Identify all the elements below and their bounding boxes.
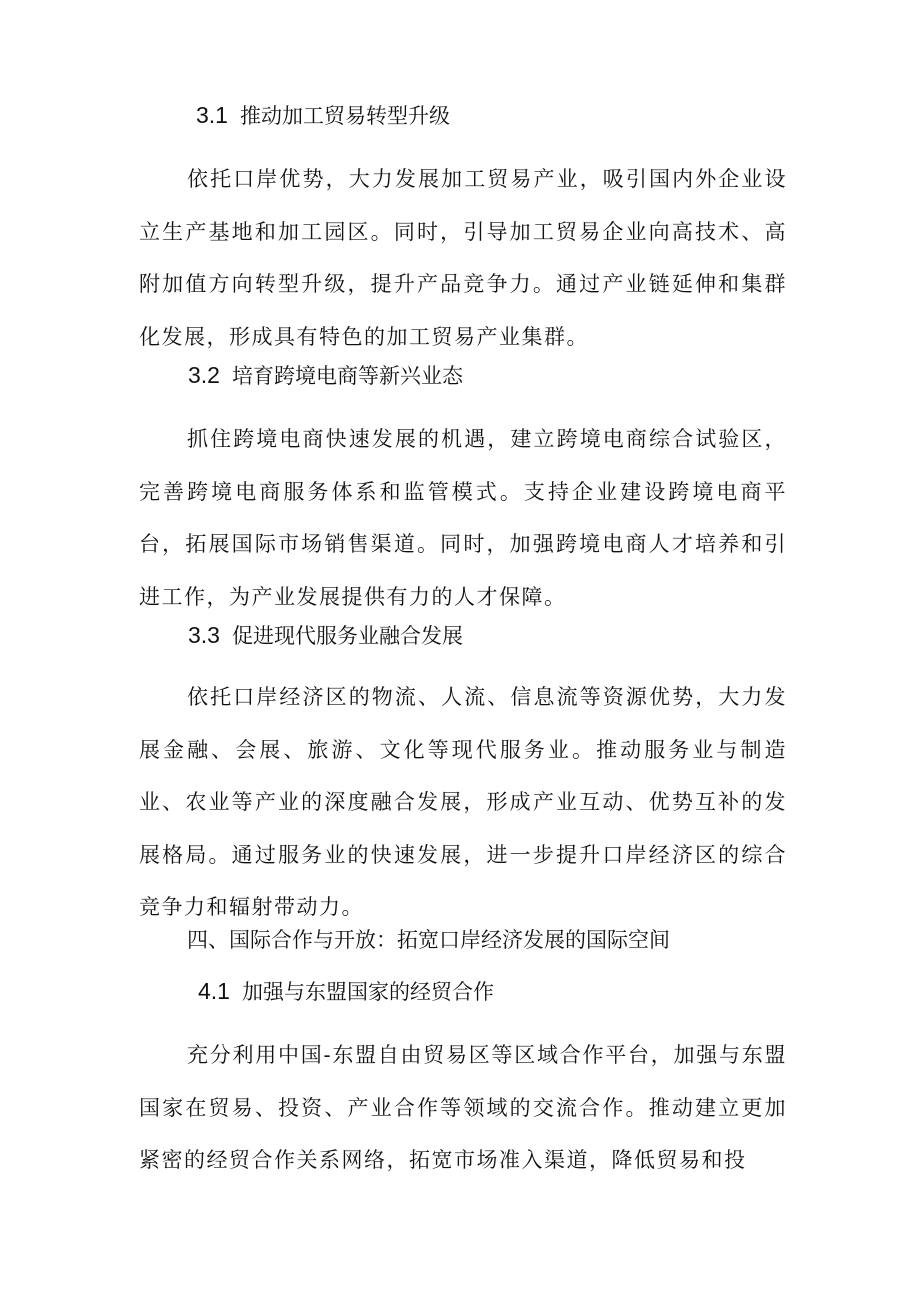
chapter-heading: 四、国际合作与开放：拓宽口岸经济发展的国际空间: [187, 928, 670, 952]
section-heading-3-2: [188, 360, 463, 391]
section-paragraph-3-3: 依托口岸经济区的物流、人流、信息流等资源优势，大力发展金融、会展、旅游、文化等现代服务业。推动服务业与制造业、农业等产业的深度融合发展，形成产业互动、优势互补的发展格局。通过服务业的快速发展，进一步提升口岸经济区的综合竞争力和辐射带动力。: [139, 685, 787, 919]
section-number: 3.3: [188, 622, 220, 648]
section-number: 3.2: [188, 362, 220, 388]
section-paragraph-4-1: 充分利用中国-东盟自由贸易区等区域合作平台，加强与东盟国家在贸易、投资、产业合作等领域的交流合作。推动建立更加紧密的经贸合作关系网络，拓宽市场准入渠道，降低贸易和投: [139, 1043, 787, 1172]
section-paragraph-3-1: 依托口岸优势，大力发展加工贸易产业，吸引国内外企业设立生产基地和加工园区。同时，引导加工贸易企业向高技术、高附加值方向转型升级，提升产品竞争力。通过产业链延伸和集群化发展，形成具有特色的加工贸易产业集群。: [139, 167, 787, 349]
section-heading-4-1: [198, 976, 494, 1007]
section-heading-3-3: [188, 620, 463, 651]
section-number: 4.1: [198, 978, 230, 1004]
section-heading-3-1: [196, 100, 450, 131]
section-title: 培育跨境电商等新兴业态: [231, 364, 463, 388]
section-title: 加强与东盟国家的经贸合作: [241, 980, 494, 1004]
section-paragraph-3-2: 抓住跨境电商快速发展的机遇，建立跨境电商综合试验区，完善跨境电商服务体系和监管模式。支持企业建设跨境电商平台，拓展国际市场销售渠道。同时，加强跨境电商人才培养和引进工作，为产业发展提供有力的人才保障。: [139, 427, 787, 609]
section-title: 推动加工贸易转型升级: [239, 104, 450, 128]
section-title: 促进现代服务业融合发展: [231, 624, 463, 648]
section-number: 3.1: [196, 102, 228, 128]
